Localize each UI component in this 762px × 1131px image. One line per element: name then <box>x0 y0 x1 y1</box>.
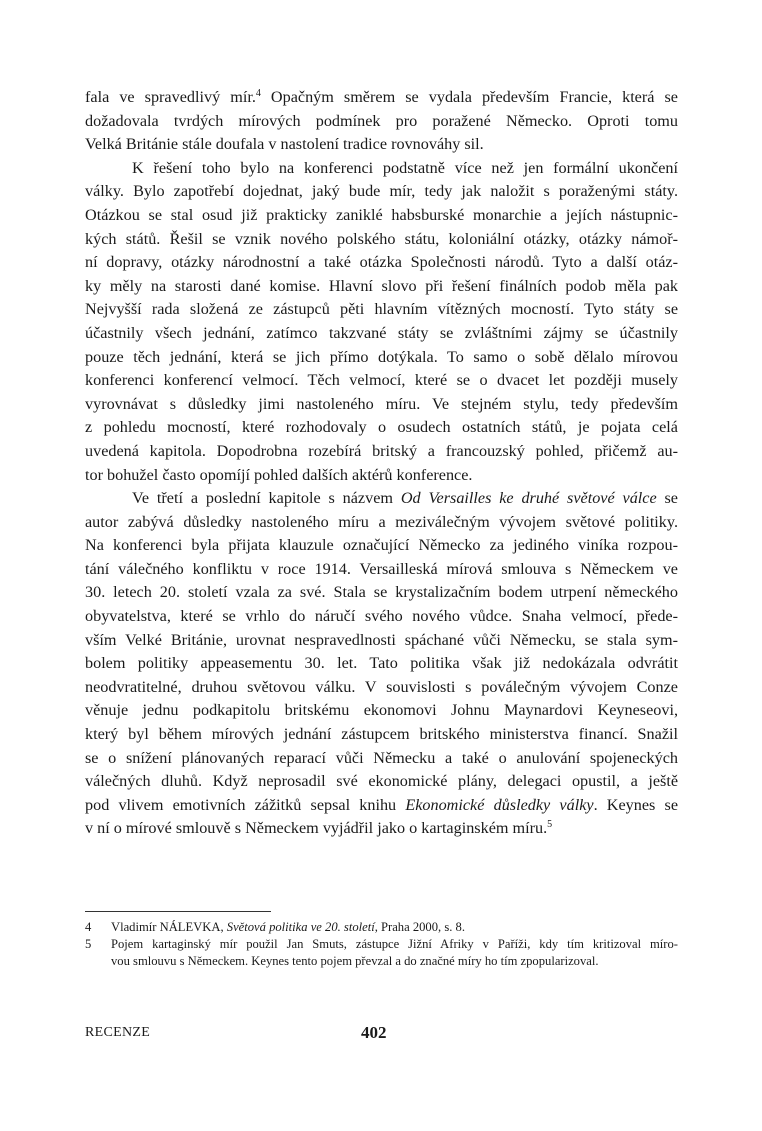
text-line: tor bohužel často opomíjí pohled dalších aktérů konference. <box>85 465 473 484</box>
body-text <box>85 86 678 841</box>
text-line: pouze těch jednání, která se jich přímo dotýkala. To samo o sobě dělalo mírovou <box>85 347 678 366</box>
text-line: ky měly na starosti dané komise. Hlavní slovo při řešení finálních podob měla pak <box>85 276 678 295</box>
text-line: konferenci konferencí velmocí. Těch velmocí, které se o dvacet let později musely <box>85 371 678 390</box>
footnote-text: vou smlouvu s Německem. Keynes tento pojem převzal a do značné míry ho tím zpopularizoval. <box>111 954 599 968</box>
text-line: pod vlivem emotivních zážitků sepsal knihu Ekonomické důsledky války. Keynes se <box>85 795 678 814</box>
text-line: tání válečného konfliktu v roce 1914. Versailleská mírová smlouva s Německem ve <box>85 559 678 578</box>
footnotes <box>85 919 678 970</box>
text-line: v ní o mírové smlouvě s Německem vyjádřil jako o kartaginském míru.$^5$ <box>85 819 553 838</box>
text-line: Nejvyšší rada složená ze zástupců pěti hlavním vítězných mocností. Tyto státy se <box>85 300 678 319</box>
book-title: Ekonomické důsledky války <box>405 795 594 814</box>
text-line: Velká Británie stále doufala v nastolení tradice rovnováhy sil. <box>85 135 484 154</box>
text-line: ní dopravy, otázky národnostní a také otázka Společnosti národů. Tyto a další otáz- <box>85 253 678 272</box>
paragraph-3 <box>85 487 678 841</box>
text-line: kých států. Řešil se vznik nového polského státu, koloniální otázky, otázky námoř- <box>85 229 678 248</box>
text-line: bolem politiky appeasementu 30. let. Tato politika však již nedokázala odvrátit <box>85 654 678 673</box>
footnote-ref-4[interactable]: 4 <box>255 88 261 99</box>
text-line: uvedená kapitola. Dopodrobna rozebírá britský a francouzský pohled, přičemž au- <box>85 441 678 460</box>
text-line: věnuje jednu podkapitolu britskému ekonomovi Johnu Maynardovi Keyneseovi, <box>85 701 678 720</box>
footnote-divider <box>85 911 271 912</box>
book-title: Světová politika ve 20. století <box>226 920 375 934</box>
text-line: z pohledu mocností, které rozhodovaly o osudech ostatních států, je pojata celá <box>85 418 678 437</box>
page-number: 402 <box>361 1023 387 1042</box>
text-line: neodvratitelné, druhou světovou válku. V souvislosti s poválečným vývojem Conze <box>85 677 678 696</box>
text-line: účastnily všech jednání, zatímco takzvané státy se zvláštními zájmy se účastnily <box>85 323 678 342</box>
text-line: K řešení toho bylo na konferenci podstatně více než jen formální ukončení <box>132 158 678 177</box>
text-line: vším Velké Británie, urovnat nespravedlnosti spáchané vůči Německu, se stala sym- <box>85 630 678 649</box>
footnote-number: 5 <box>85 937 92 951</box>
footnote-text: Vladimír NÁLEVKA, Světová politika ve 20. století, Praha 2000, s. 8. <box>111 920 465 934</box>
paragraph-1 <box>85 86 678 157</box>
text-line: se o snížení plánovaných reparací vůči Německu a také o anulování spojeneckých <box>85 748 678 767</box>
text-line: fala ve spravedlivý mír.$^4$ Opačným směrem se vydala především Francie, která se <box>85 88 678 106</box>
footnote-number: 4 <box>85 920 92 934</box>
text-line: který byl během mírových jednání zástupcem britského ministerstva financí. Snažil <box>85 725 678 744</box>
text-line: dožadovala tvrdých mírových podmínek pro poražené Německo. Oproti tomu <box>85 111 678 130</box>
footnote-4 <box>85 919 678 936</box>
text-line: válečných dluhů. Když neprosadil své ekonomické plány, delegaci opustil, a ještě <box>85 772 678 791</box>
book-title: Od Versailles ke druhé světové válce <box>400 489 657 508</box>
text-line: autor zabývá důsledky nastoleného míru a meziválečným vývojem světové politiky. <box>85 512 678 531</box>
text-line: obyvatelstva, které se vrhlo do náručí svého nového vůdce. Snaha velmocí, přede- <box>85 607 678 626</box>
text-line: vyrovnávat s důsledky jimi nastoleného míru. Ve stejném stylu, tedy především <box>85 394 678 413</box>
text-line: Ve třetí a poslední kapitole s názvem Od Versailles ke druhé světové válce se <box>132 489 678 508</box>
text-line: 30. letech 20. století vzala za své. Stala se krystalizačním bodem utrpení německého <box>85 583 678 602</box>
footnote-text: Pojem kartaginský mír použil Jan Smuts, zástupce Jižní Afriky v Paříži, kdy tím kritizoval míro- <box>111 937 678 951</box>
footnote-ref-5[interactable]: 5 <box>547 819 553 831</box>
paragraph-2 <box>85 157 678 487</box>
text-line: Otázkou se stal osud již prakticky zaniklé habsburské monarchie a jejích nástupnic- <box>85 205 678 224</box>
running-footer: RECENZE <box>85 1025 151 1040</box>
text-line: Na konferenci byla přijata klauzule označující Německo za jediného viníka rozpou- <box>85 536 678 555</box>
text-line: války. Bylo zapotřebí dojednat, jaký bude mír, tedy jak naložit s poraženými státy. <box>85 182 678 201</box>
footnote-5 <box>85 936 678 970</box>
